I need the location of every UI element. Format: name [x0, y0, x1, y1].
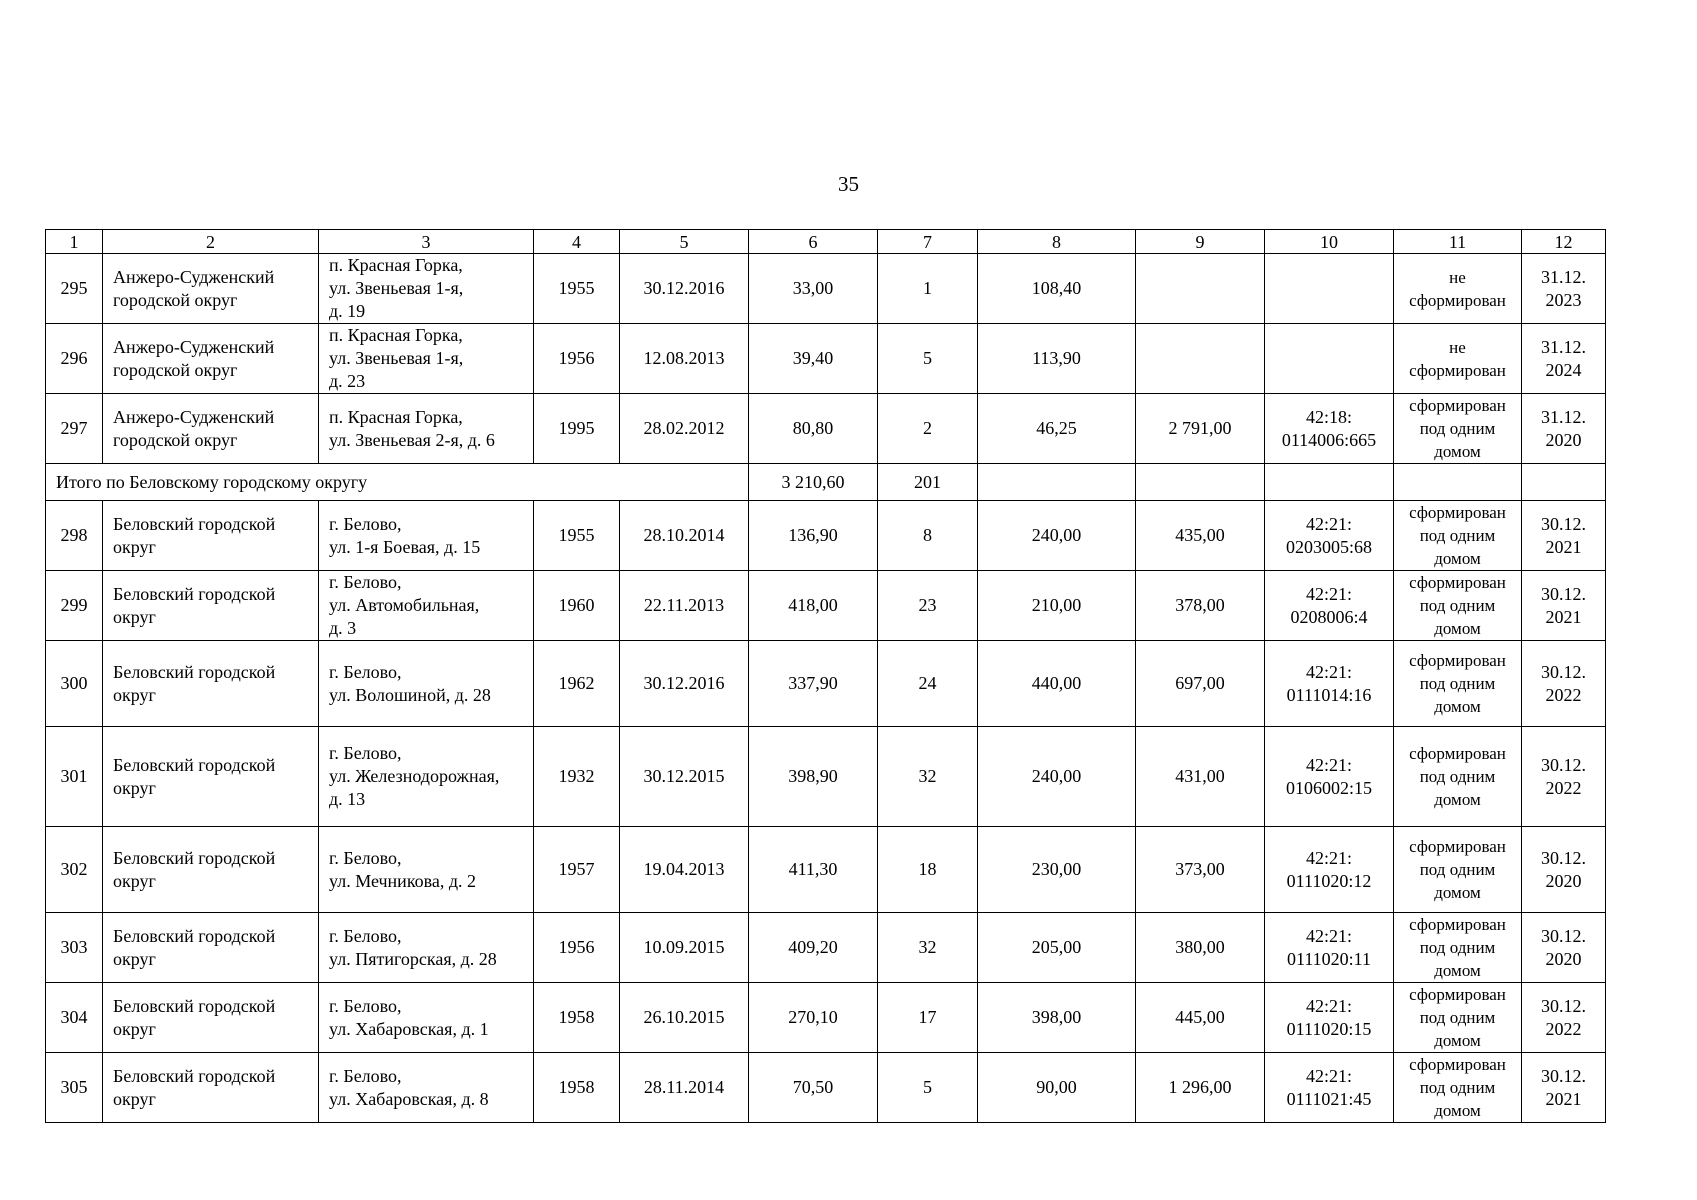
district-cell [103, 727, 319, 827]
total-row [46, 464, 1606, 501]
address-cell-line: ул. 1-я Боевая, д. 15 [329, 536, 481, 557]
district-cell [103, 913, 319, 983]
district-cell [103, 641, 319, 727]
status-cell [1394, 983, 1522, 1053]
district-cell-line: округ [113, 536, 156, 557]
row-number: 304 [46, 983, 103, 1053]
district-cell [103, 1053, 319, 1123]
area-cell: 70,50 [749, 1053, 878, 1123]
page-number: 35 [838, 172, 859, 196]
district-cell-line: округ [113, 948, 156, 969]
year-cell: 1955 [534, 254, 620, 324]
status-cell-line: сформирован [1409, 396, 1506, 415]
district-cell-line: Беловский городской [113, 995, 276, 1016]
empty-cell [1265, 464, 1394, 501]
deadline-cell-line: 30.12. [1541, 513, 1586, 534]
cadastre-cell-line: 42:21: [1305, 661, 1352, 682]
cadastre-cell-line: 0111020:15 [1286, 1018, 1372, 1039]
date-cell: 19.04.2013 [620, 827, 749, 913]
status-cell-line: сформирован [1409, 915, 1506, 934]
cadastre-cell-line: 0111014:16 [1286, 684, 1372, 705]
date-cell: 30.12.2016 [620, 641, 749, 727]
residents-cell: 5 [878, 1053, 978, 1123]
column-number: 8 [978, 230, 1136, 254]
district-cell-line: округ [113, 777, 156, 798]
address-cell-line: г. Белово, [329, 847, 402, 868]
deadline-cell [1522, 254, 1606, 324]
column-number: 12 [1522, 230, 1606, 254]
total-label: Итого по Беловскому городскому округу [46, 464, 749, 501]
district-cell-line: округ [113, 1018, 156, 1039]
land-area-cell: 440,00 [978, 641, 1136, 727]
cadastre-cell-line: 42:21: [1305, 583, 1352, 604]
deadline-cell-line: 31.12. [1541, 266, 1586, 287]
date-cell: 22.11.2013 [620, 571, 749, 641]
address-cell [319, 501, 534, 571]
cost-cell [1136, 324, 1265, 394]
deadline-cell [1522, 983, 1606, 1053]
deadline-cell [1522, 324, 1606, 394]
district-cell [103, 394, 319, 464]
cadastre-cell-line: 0111020:11 [1287, 948, 1371, 969]
date-cell: 26.10.2015 [620, 983, 749, 1053]
cadastre-cell [1265, 501, 1394, 571]
status-cell-line: сформирован [1409, 744, 1506, 763]
residents-cell: 32 [878, 913, 978, 983]
deadline-cell-line: 2022 [1545, 1018, 1582, 1039]
area-cell: 33,00 [749, 254, 878, 324]
address-cell [319, 641, 534, 727]
status-cell-line: под одним [1419, 1008, 1496, 1027]
address-cell-line: г. Белово, [329, 1065, 402, 1086]
land-area-cell: 205,00 [978, 913, 1136, 983]
deadline-cell-line: 2022 [1545, 684, 1582, 705]
year-cell: 1956 [534, 913, 620, 983]
cost-cell [1136, 254, 1265, 324]
residents-cell: 17 [878, 983, 978, 1053]
date-cell: 12.08.2013 [620, 324, 749, 394]
cadastre-cell-line: 0111020:12 [1286, 870, 1372, 891]
district-cell-line: Беловский городской [113, 583, 276, 604]
address-cell-line: п. Красная Горка, [329, 325, 463, 345]
status-cell-line: сформирован [1409, 360, 1506, 380]
table-row [46, 501, 1606, 571]
address-cell-line: ул. Мечникова, д. 2 [329, 870, 477, 891]
status-cell-line: под одним [1419, 419, 1496, 438]
deadline-cell [1522, 913, 1606, 983]
district-cell-line: городской округ [113, 289, 238, 310]
year-cell: 1960 [534, 571, 620, 641]
deadline-cell-line: 30.12. [1541, 995, 1586, 1016]
area-cell: 39,40 [749, 324, 878, 394]
row-number: 295 [46, 254, 103, 324]
cadastre-cell-line: 42:21: [1305, 847, 1352, 868]
address-cell [319, 1053, 534, 1123]
land-area-cell: 113,90 [978, 324, 1136, 394]
address-cell-line: ул. Звеньевая 1-я, [329, 278, 464, 298]
cost-cell: 445,00 [1136, 983, 1265, 1053]
year-cell: 1955 [534, 501, 620, 571]
deadline-cell-line: 30.12. [1541, 754, 1586, 775]
address-cell [319, 913, 534, 983]
row-number: 297 [46, 394, 103, 464]
cadastre-cell [1265, 1053, 1394, 1123]
deadline-cell-line: 31.12. [1541, 406, 1586, 427]
deadline-cell [1522, 1053, 1606, 1123]
deadline-cell-line: 2023 [1545, 289, 1582, 310]
cost-cell: 378,00 [1136, 571, 1265, 641]
residents-cell: 1 [878, 254, 978, 324]
cadastre-cell [1265, 324, 1394, 394]
address-cell-line: г. Белово, [329, 661, 402, 682]
address-cell-line: г. Белово, [329, 925, 402, 946]
district-cell [103, 501, 319, 571]
district-cell-line: городской округ [113, 429, 238, 450]
address-cell [319, 571, 534, 641]
address-cell-line: г. Белово, [329, 513, 402, 534]
row-number: 303 [46, 913, 103, 983]
table-row [46, 394, 1606, 464]
deadline-cell-line: 2021 [1545, 536, 1582, 557]
cost-cell: 1 296,00 [1136, 1053, 1265, 1123]
address-cell-line: ул. Хабаровская, д. 8 [329, 1088, 489, 1109]
table-row [46, 571, 1606, 641]
land-area-cell: 210,00 [978, 571, 1136, 641]
row-number: 300 [46, 641, 103, 727]
address-cell-line: ул. Звеньевая 2-я, д. 6 [329, 429, 495, 450]
area-cell: 80,80 [749, 394, 878, 464]
cadastre-cell-line: 42:21: [1305, 1065, 1352, 1086]
address-cell-line: д. 3 [329, 618, 357, 638]
status-cell-line: сформирован [1409, 503, 1506, 522]
status-cell-line: домом [1434, 1031, 1481, 1050]
table-row [46, 1053, 1606, 1123]
status-cell-line: домом [1434, 961, 1481, 980]
deadline-cell-line: 2020 [1545, 429, 1582, 450]
district-cell [103, 324, 319, 394]
deadline-cell [1522, 727, 1606, 827]
housing-table [45, 229, 1606, 1123]
date-cell: 30.12.2016 [620, 254, 749, 324]
address-cell-line: д. 23 [329, 371, 366, 391]
row-number: 296 [46, 324, 103, 394]
cadastre-cell-line: 42:18: [1305, 406, 1352, 427]
deadline-cell-line: 2021 [1545, 606, 1582, 627]
deadline-cell [1522, 501, 1606, 571]
row-number: 298 [46, 501, 103, 571]
year-cell: 1932 [534, 727, 620, 827]
column-number: 7 [878, 230, 978, 254]
cost-cell: 373,00 [1136, 827, 1265, 913]
deadline-cell-line: 31.12. [1541, 336, 1586, 357]
column-number: 3 [319, 230, 534, 254]
residents-cell: 5 [878, 324, 978, 394]
deadline-cell-line: 30.12. [1541, 847, 1586, 868]
address-cell-line: д. 19 [329, 301, 366, 321]
address-cell [319, 983, 534, 1053]
address-cell-line: ул. Хабаровская, д. 1 [329, 1018, 489, 1039]
status-cell [1394, 571, 1522, 641]
status-cell-line: под одним [1419, 1078, 1496, 1097]
land-area-cell: 230,00 [978, 827, 1136, 913]
table-row [46, 254, 1606, 324]
year-cell: 1958 [534, 1053, 620, 1123]
district-cell-line: Беловский городской [113, 513, 276, 534]
residents-cell: 23 [878, 571, 978, 641]
residents-cell: 18 [878, 827, 978, 913]
deadline-cell-line: 30.12. [1541, 583, 1586, 604]
cadastre-cell [1265, 727, 1394, 827]
status-cell-line: сформирован [1409, 290, 1506, 310]
date-cell: 10.09.2015 [620, 913, 749, 983]
cadastre-cell-line: 42:21: [1305, 754, 1352, 775]
land-area-cell: 240,00 [978, 501, 1136, 571]
district-cell-line: Беловский городской [113, 925, 276, 946]
district-cell-line: Анжеро-Судженский [113, 336, 275, 357]
row-number: 305 [46, 1053, 103, 1123]
address-cell-line: ул. Железнодорожная, [329, 766, 500, 786]
column-number-row [46, 230, 1606, 254]
status-cell-line: не [1449, 337, 1466, 357]
status-cell-line: домом [1434, 883, 1481, 902]
cadastre-cell-line: 42:21: [1305, 513, 1352, 534]
district-cell-line: округ [113, 1088, 156, 1109]
status-cell [1394, 324, 1522, 394]
deadline-cell [1522, 827, 1606, 913]
address-cell-line: ул. Волошиной, д. 28 [329, 684, 491, 705]
status-cell-line: домом [1434, 619, 1481, 638]
district-cell-line: округ [113, 684, 156, 705]
column-number: 2 [103, 230, 319, 254]
cadastre-cell [1265, 254, 1394, 324]
status-cell [1394, 1053, 1522, 1123]
date-cell: 28.11.2014 [620, 1053, 749, 1123]
status-cell-line: домом [1434, 790, 1481, 809]
address-cell [319, 727, 534, 827]
status-cell-line: сформирован [1409, 985, 1506, 1004]
status-cell-line: не [1449, 267, 1466, 287]
status-cell [1394, 641, 1522, 727]
cadastre-cell-line: 0111021:45 [1286, 1088, 1372, 1109]
address-cell-line: ул. Звеньевая 1-я, [329, 348, 464, 368]
land-area-cell: 398,00 [978, 983, 1136, 1053]
cost-cell: 697,00 [1136, 641, 1265, 727]
district-cell-line: Анжеро-Судженский [113, 266, 275, 287]
status-cell-line: домом [1434, 442, 1481, 461]
status-cell-line: под одним [1419, 767, 1496, 786]
status-cell [1394, 727, 1522, 827]
row-number: 301 [46, 727, 103, 827]
address-cell-line: д. 13 [329, 789, 366, 809]
year-cell: 1995 [534, 394, 620, 464]
cost-cell: 435,00 [1136, 501, 1265, 571]
district-cell [103, 571, 319, 641]
area-cell: 411,30 [749, 827, 878, 913]
date-cell: 30.12.2015 [620, 727, 749, 827]
column-number: 1 [46, 230, 103, 254]
deadline-cell [1522, 641, 1606, 727]
column-number: 10 [1265, 230, 1394, 254]
year-cell: 1962 [534, 641, 620, 727]
land-area-cell: 240,00 [978, 727, 1136, 827]
deadline-cell [1522, 394, 1606, 464]
district-cell [103, 827, 319, 913]
address-cell [319, 394, 534, 464]
residents-cell: 8 [878, 501, 978, 571]
empty-cell [1394, 464, 1522, 501]
status-cell-line: сформирован [1409, 651, 1506, 670]
date-cell: 28.02.2012 [620, 394, 749, 464]
table-row [46, 641, 1606, 727]
date-cell: 28.10.2014 [620, 501, 749, 571]
district-cell-line: городской округ [113, 359, 238, 380]
status-cell-line: под одним [1419, 938, 1496, 957]
status-cell [1394, 254, 1522, 324]
column-number: 4 [534, 230, 620, 254]
cadastre-cell-line: 0114006:665 [1281, 429, 1377, 450]
address-cell-line: ул. Пятигорская, д. 28 [329, 948, 497, 969]
district-cell-line: Беловский городской [113, 661, 276, 682]
status-cell-line: сформирован [1409, 573, 1506, 592]
cadastre-cell-line: 0106002:15 [1285, 777, 1372, 798]
status-cell-line: сформирован [1409, 837, 1506, 856]
deadline-cell-line: 2020 [1545, 870, 1582, 891]
deadline-cell-line: 30.12. [1541, 661, 1586, 682]
residents-cell: 32 [878, 727, 978, 827]
status-cell [1394, 394, 1522, 464]
address-cell-line: п. Красная Горка, [329, 406, 463, 427]
residents-cell: 24 [878, 641, 978, 727]
status-cell-line: домом [1434, 697, 1481, 716]
area-cell: 418,00 [749, 571, 878, 641]
table-row [46, 913, 1606, 983]
row-number: 299 [46, 571, 103, 641]
cadastre-cell-line: 0208006:4 [1290, 606, 1368, 627]
cadastre-cell [1265, 827, 1394, 913]
address-cell [319, 827, 534, 913]
cadastre-cell [1265, 571, 1394, 641]
year-cell: 1957 [534, 827, 620, 913]
area-cell: 337,90 [749, 641, 878, 727]
land-area-cell: 108,40 [978, 254, 1136, 324]
column-number: 11 [1394, 230, 1522, 254]
cost-cell: 431,00 [1136, 727, 1265, 827]
land-area-cell: 46,25 [978, 394, 1136, 464]
cost-cell: 380,00 [1136, 913, 1265, 983]
address-cell [319, 324, 534, 394]
cadastre-cell-line: 42:21: [1305, 995, 1352, 1016]
year-cell: 1958 [534, 983, 620, 1053]
address-cell [319, 254, 534, 324]
empty-cell [978, 464, 1136, 501]
district-cell-line: Беловский городской [113, 754, 276, 775]
year-cell: 1956 [534, 324, 620, 394]
status-cell-line: под одним [1419, 526, 1496, 545]
cost-cell: 2 791,00 [1136, 394, 1265, 464]
status-cell-line: домом [1434, 1101, 1481, 1120]
column-number: 5 [620, 230, 749, 254]
district-cell-line: Беловский городской [113, 847, 276, 868]
deadline-cell [1522, 571, 1606, 641]
table-row [46, 827, 1606, 913]
land-area-cell: 90,00 [978, 1053, 1136, 1123]
address-cell-line: ул. Автомобильная, [329, 595, 480, 615]
deadline-cell-line: 2024 [1545, 359, 1582, 380]
table-row [46, 983, 1606, 1053]
cadastre-cell [1265, 394, 1394, 464]
area-cell: 409,20 [749, 913, 878, 983]
deadline-cell-line: 2022 [1545, 777, 1582, 798]
address-cell-line: г. Белово, [329, 572, 402, 592]
column-number: 9 [1136, 230, 1265, 254]
residents-cell: 2 [878, 394, 978, 464]
table-row [46, 324, 1606, 394]
district-cell-line: округ [113, 606, 156, 627]
deadline-cell-line: 2020 [1545, 948, 1582, 969]
district-cell [103, 983, 319, 1053]
table-row [46, 727, 1606, 827]
district-cell-line: округ [113, 870, 156, 891]
deadline-cell-line: 30.12. [1541, 925, 1586, 946]
status-cell [1394, 913, 1522, 983]
status-cell-line: под одним [1419, 596, 1496, 615]
total-residents: 201 [878, 464, 978, 501]
empty-cell [1522, 464, 1606, 501]
address-cell-line: п. Красная Горка, [329, 255, 463, 275]
area-cell: 398,90 [749, 727, 878, 827]
status-cell [1394, 501, 1522, 571]
cadastre-cell-line: 42:21: [1305, 925, 1352, 946]
row-number: 302 [46, 827, 103, 913]
status-cell-line: сформирован [1409, 1055, 1506, 1074]
area-cell: 270,10 [749, 983, 878, 1053]
district-cell-line: Анжеро-Судженский [113, 406, 275, 427]
empty-cell [1136, 464, 1265, 501]
address-cell-line: г. Белово, [329, 743, 402, 763]
area-cell: 136,90 [749, 501, 878, 571]
deadline-cell-line: 2021 [1545, 1088, 1582, 1109]
status-cell [1394, 827, 1522, 913]
column-number: 6 [749, 230, 878, 254]
total-area: 3 210,60 [749, 464, 878, 501]
deadline-cell-line: 30.12. [1541, 1065, 1586, 1086]
address-cell-line: г. Белово, [329, 995, 402, 1016]
cadastre-cell-line: 0203005:68 [1285, 536, 1372, 557]
cadastre-cell [1265, 913, 1394, 983]
status-cell-line: под одним [1419, 860, 1496, 879]
cadastre-cell [1265, 983, 1394, 1053]
status-cell-line: домом [1434, 549, 1481, 568]
cadastre-cell [1265, 641, 1394, 727]
status-cell-line: под одним [1419, 674, 1496, 693]
district-cell [103, 254, 319, 324]
district-cell-line: Беловский городской [113, 1065, 276, 1086]
